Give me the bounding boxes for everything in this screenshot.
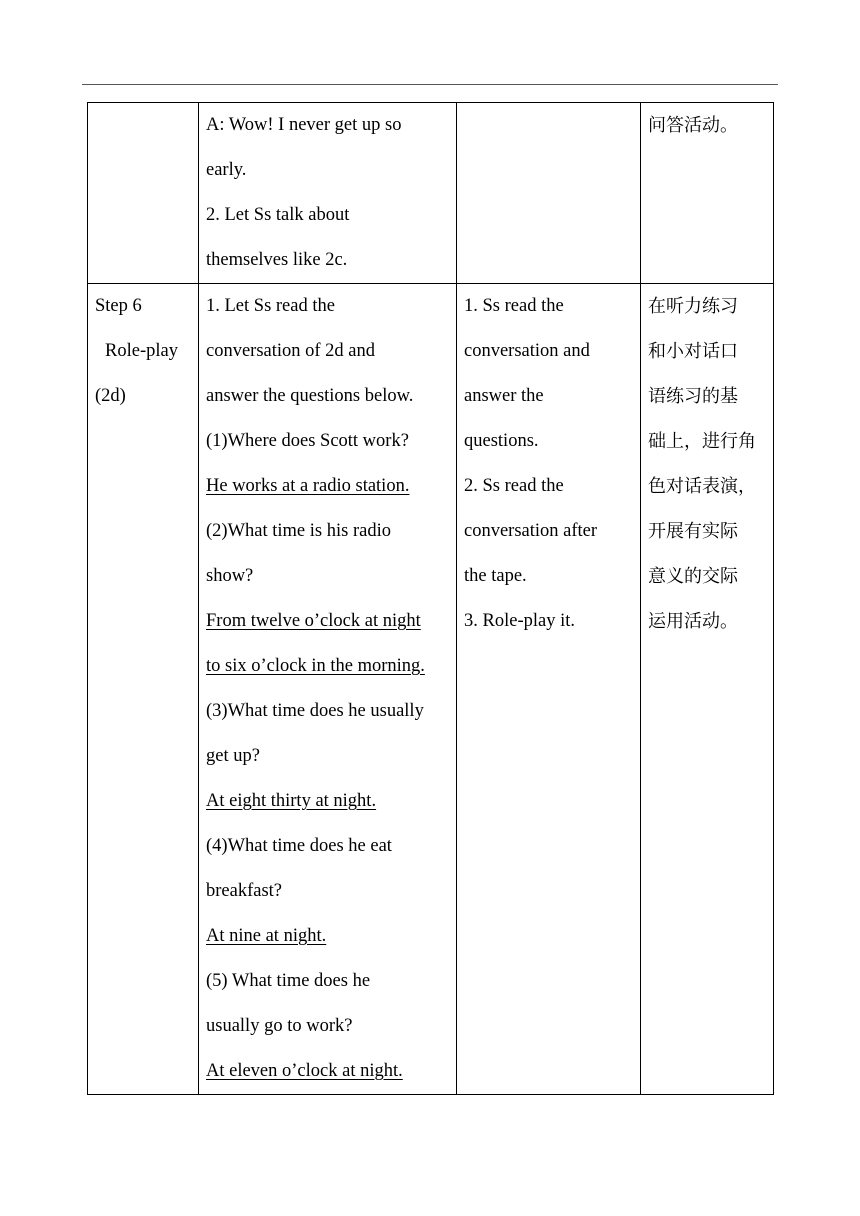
- student-line: conversation after: [464, 521, 598, 541]
- purpose-line: 和小对话口: [648, 341, 738, 362]
- teacher-line: get up?: [206, 746, 260, 766]
- purpose-line: 问答活动。: [648, 115, 738, 136]
- teacher-line: (4)What time does he eat: [206, 836, 392, 856]
- step-cell: [88, 284, 199, 1095]
- step-activity: Role-play: [105, 341, 178, 361]
- student-line: 2. Ss read the: [464, 476, 564, 496]
- teacher-line: conversation of 2d and: [206, 341, 376, 361]
- purpose-line: 在听力练习: [648, 296, 738, 317]
- step-cell: [88, 103, 199, 284]
- header-rule: [82, 84, 778, 85]
- teacher-line: A: Wow! I never get up so: [206, 115, 402, 135]
- step-section: (2d): [95, 386, 126, 406]
- teacher-line: 2. Let Ss talk about: [206, 205, 350, 225]
- table-row: [88, 284, 774, 1095]
- purpose-cell: [641, 284, 774, 1095]
- answer-line: At eleven o’clock at night.: [206, 1061, 403, 1081]
- table-row: [88, 103, 774, 284]
- teacher-line: usually go to work?: [206, 1016, 353, 1036]
- answer-line: At eight thirty at night.: [206, 791, 377, 811]
- teacher-activity-cell: [199, 284, 457, 1095]
- student-activity-cell: [457, 284, 641, 1095]
- step-title: Step 6: [95, 296, 142, 316]
- student-line: 3. Role-play it.: [464, 611, 575, 631]
- teacher-line: early.: [206, 160, 247, 180]
- purpose-cell: [641, 103, 774, 284]
- lesson-plan-table: [87, 102, 774, 1095]
- teacher-line: answer the questions below.: [206, 386, 414, 406]
- student-activity-cell: [457, 103, 641, 284]
- answer-line: At nine at night.: [206, 926, 327, 946]
- purpose-line: 意义的交际: [648, 566, 738, 587]
- teacher-line: themselves like 2c.: [206, 250, 348, 270]
- answer-line: to six o’clock in the morning.: [206, 656, 425, 676]
- answer-line: From twelve o’clock at night: [206, 611, 421, 631]
- purpose-line: 运用活动。: [648, 611, 738, 632]
- purpose-line: 语练习的基: [648, 386, 738, 407]
- student-line: 1. Ss read the: [464, 296, 564, 316]
- teacher-line: (3)What time does he usually: [206, 701, 424, 721]
- teacher-activity-cell: [199, 103, 457, 284]
- teacher-line: (5) What time does he: [206, 971, 371, 991]
- student-line: conversation and: [464, 341, 590, 361]
- purpose-line: 础上，进行角: [648, 431, 756, 452]
- teacher-line: (1)Where does Scott work?: [206, 431, 409, 451]
- student-line: the tape.: [464, 566, 527, 586]
- teacher-line: 1. Let Ss read the: [206, 296, 335, 316]
- answer-line: He works at a radio station.: [206, 476, 410, 496]
- purpose-line: 开展有实际: [648, 521, 738, 542]
- purpose-line: 色对话表演，: [648, 476, 756, 497]
- student-line: questions.: [464, 431, 539, 451]
- teacher-line: breakfast?: [206, 881, 283, 901]
- teacher-line: show?: [206, 566, 254, 586]
- teacher-line: (2)What time is his radio: [206, 521, 391, 541]
- student-line: answer the: [464, 386, 544, 406]
